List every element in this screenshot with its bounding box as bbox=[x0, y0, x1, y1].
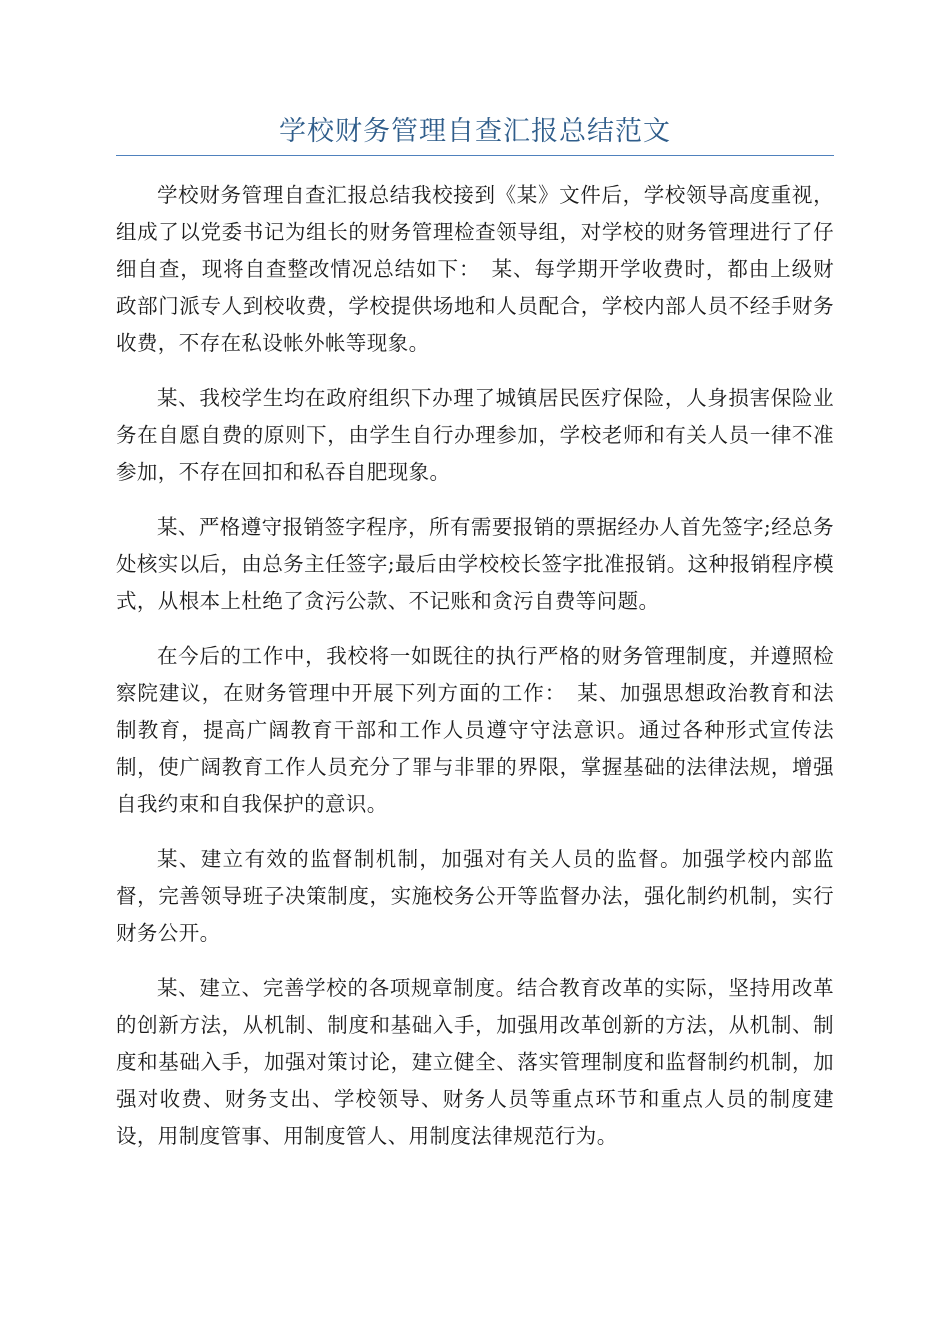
paragraph-1: 学校财务管理自查汇报总结我校接到《某》文件后，学校领导高度重视，组成了以党委书记为组长的财务管理检查领导组，对学校的财务管理进行了仔细自查，现将自查整改情况总结如下： 某、每学期开学收费时，都由上级财政部门派专人到校收费，学校提供场地和人员配合，学校内部人员不经手财务收费，不存在私设帐外帐等现象。 bbox=[116, 183, 834, 355]
paragraph-5: 某、建立有效的监督制机制，加强对有关人员的监督。加强学校内部监督，完善领导班子决策制度，实施校务公开等监督办法，强化制约机制，实行财务公开。 bbox=[116, 847, 834, 945]
paragraph-6: 某、建立、完善学校的各项规章制度。结合教育改革的实际，坚持用改革的创新方法，从机制、制度和基础入手，加强用改革创新的方法，从机制、制度和基础入手，加强对策讨论，建立健全、落实管理制度和监督制约机制，加强对收费、财务支出、学校领导、财务人员等重点环节和重点人员的制度建设，用制度管事、用制度管人、用制度法律规范行为。 bbox=[116, 976, 834, 1148]
paragraph-4: 在今后的工作中，我校将一如既往的执行严格的财务管理制度，并遵照检察院建议，在财务管理中开展下列方面的工作： 某、加强思想政治教育和法制教育，提高广阔教育干部和工作人员遵守守法意识。通过各种形式宣传法制，使广阔教育工作人员充分了罪与非罪的界限，掌握基础的法律法规，增强自我约束和自我保护的意识。 bbox=[116, 644, 834, 816]
document-title: 学校财务管理自查汇报总结范文 bbox=[279, 116, 671, 147]
title-underline-divider bbox=[116, 155, 834, 156]
paragraph-2: 某、我校学生均在政府组织下办理了城镇居民医疗保险，人身损害保险业务在自愿自费的原则下，由学生自行办理参加，学校老师和有关人员一律不准参加，不存在回扣和私吞自肥现象。 bbox=[116, 386, 834, 484]
paragraph-3: 某、严格遵守报销签字程序，所有需要报销的票据经办人首先签字;经总务处核实以后，由总务主任签字;最后由学校校长签字批准报销。这种报销程序模式，从根本上杜绝了贪污公款、不记账和贪污自费等问题。 bbox=[116, 515, 834, 613]
document-body bbox=[116, 177, 834, 1173]
